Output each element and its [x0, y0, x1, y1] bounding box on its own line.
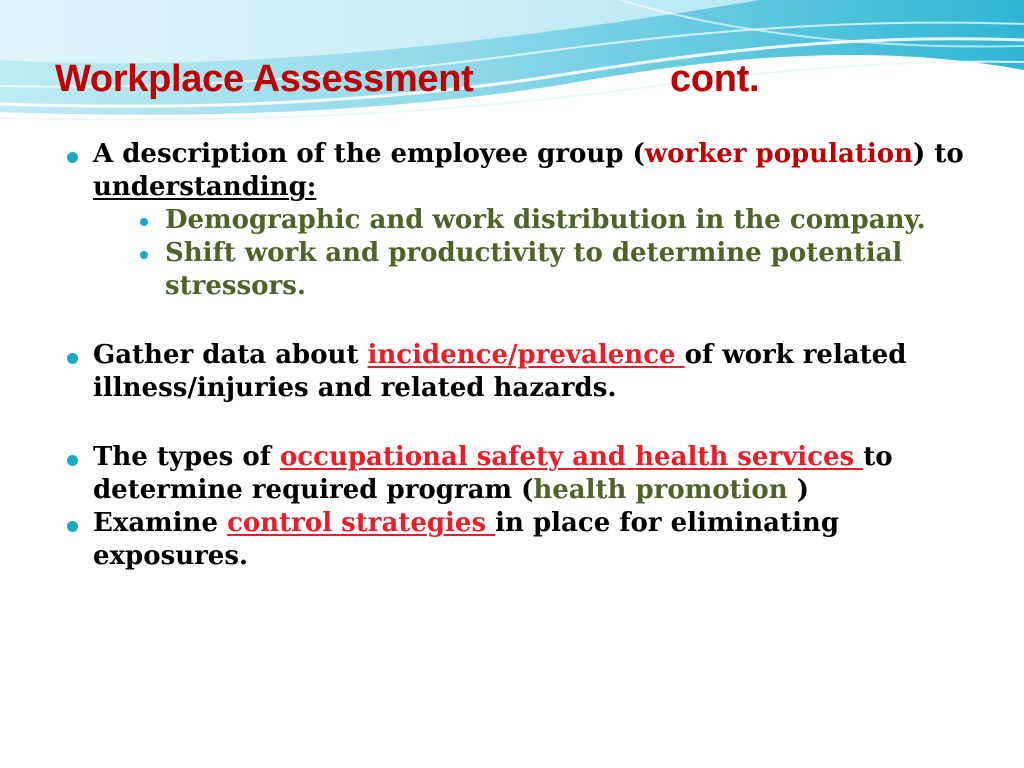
underlined-understanding: understanding: — [93, 172, 317, 202]
bullet-employee-group — [64, 138, 984, 204]
bullet-list — [64, 138, 984, 573]
link-incidence-prevalence[interactable]: incidence/prevalence — [367, 340, 685, 370]
bullet-text: ) to — [913, 139, 964, 169]
bullet-text: Gather data about — [93, 340, 368, 370]
sub-bullet-shift-work — [64, 237, 984, 303]
bullet-gather-data — [64, 339, 984, 405]
bullet-control-strategies — [64, 507, 984, 573]
bullet-service-types — [64, 441, 984, 507]
bullet-text: of work related illness/injuries and related hazards. — [93, 340, 907, 403]
sub-bullet-dot-icon — [140, 251, 148, 259]
highlight-worker-population: worker population — [644, 139, 913, 169]
bullet-dot-icon — [67, 152, 78, 163]
bullet-text: A description of the employee group ( — [93, 139, 645, 169]
sub-bullet-dot-icon — [140, 218, 148, 226]
bullet-text: ) — [787, 475, 810, 505]
bullet-text: to determine required program ( — [93, 442, 893, 505]
bullet-text: in place for eliminating exposures. — [93, 508, 839, 571]
title-main: Workplace Assessment — [55, 58, 474, 100]
title-cont: cont. — [670, 58, 760, 100]
link-control-strategies[interactable]: control strategies — [227, 508, 496, 538]
slide-title — [55, 58, 760, 101]
bullet-dot-icon — [67, 455, 78, 466]
sub-bullet-demographic — [64, 204, 984, 237]
bullet-text: The types of — [93, 442, 280, 472]
link-occupational-safety-health-services[interactable]: occupational safety and health services — [279, 442, 864, 472]
bullet-text: Examine — [93, 508, 228, 538]
sub-bullet-text: Shift work and productivity to determine potential stressors. — [165, 238, 903, 301]
bullet-dot-icon — [67, 521, 78, 532]
sub-bullet-text: Demographic and work distribution in the company. — [165, 205, 926, 235]
highlight-health-promotion: health promotion — [533, 475, 788, 505]
bullet-dot-icon — [67, 353, 78, 364]
